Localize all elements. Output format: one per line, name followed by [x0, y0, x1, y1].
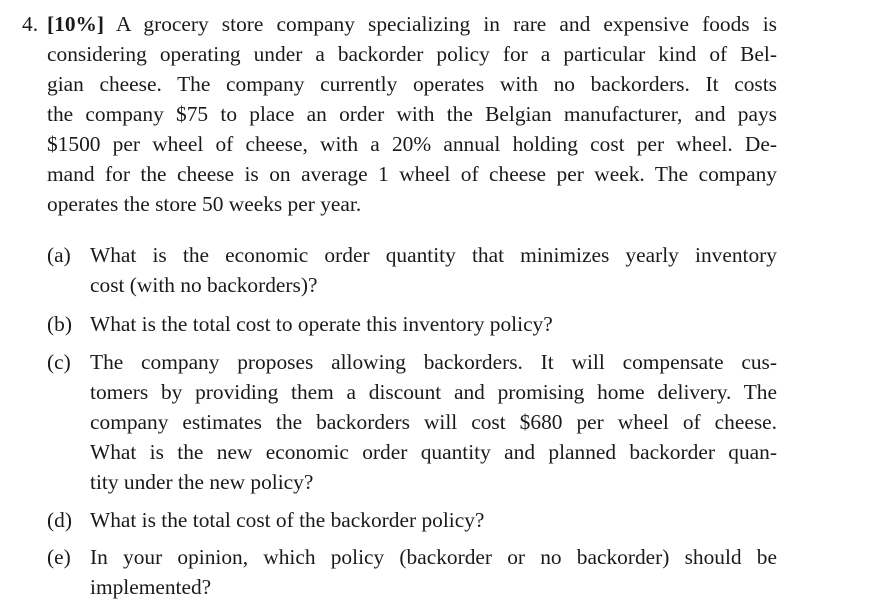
problem-line-3 [47, 69, 777, 99]
problem-line-1 [47, 9, 777, 39]
part-a-line-2: cost (with no backorders)? [90, 273, 318, 297]
part-e-line-1: In your opinion, which policy (backorder or no backorder) should be [90, 545, 777, 569]
part-c-label: (c) [47, 350, 71, 374]
part-a-label: (a) [47, 243, 71, 267]
part-c-line-3: company estimates the backorders will cost $680 per wheel of cheese. [90, 410, 777, 434]
part-e-line-2: implemented? [90, 575, 212, 599]
problem-line-4 [47, 99, 777, 129]
part-e-text [90, 542, 777, 602]
problem-line-2-text: considering operating under a backorder policy for a particular kind of Bel- [47, 42, 777, 66]
part-a-line-1: What is the economic order quantity that minimizes yearly inventory [90, 243, 777, 267]
part-d-line-1: What is the total cost of the backorder policy? [90, 508, 485, 532]
problem-line-4-text: the company $75 to place an order with the Belgian manufacturer, and pays [47, 102, 777, 126]
problem-line-6-text: mand for the cheese is on average 1 wheel of cheese per week. The company [47, 162, 777, 186]
part-c-line-4: What is the new economic order quantity and planned backorder quan- [90, 440, 777, 464]
problem-weight: [10%] [47, 12, 105, 36]
problem-line-1-text: A grocery store company specializing in rare and expensive foods is [115, 12, 777, 36]
problem-line-6 [47, 159, 777, 189]
part-a-text [90, 240, 777, 300]
part-b-line-1: What is the total cost to operate this inventory policy? [90, 312, 553, 336]
problem-line-7 [47, 189, 361, 219]
part-c-line-2: tomers by providing them a discount and promising home delivery. The [90, 380, 777, 404]
problem-line-3-text: gian cheese. The company currently operates with no backorders. It costs [47, 72, 777, 96]
problem-number: 4. [22, 12, 39, 36]
part-b-label: (b) [47, 312, 72, 336]
problem-line-1-content [47, 9, 777, 39]
part-c-text [90, 347, 777, 497]
problem-line-5 [47, 129, 777, 159]
part-e-label: (e) [47, 545, 71, 569]
part-c-line-5: tity under the new policy? [90, 470, 314, 494]
part-d-label: (d) [47, 508, 72, 532]
problem-line-7-text: operates the store 50 weeks per year. [47, 192, 362, 216]
problem-line-2 [47, 39, 777, 69]
part-b-text [90, 309, 553, 339]
part-c-line-1: The company proposes allowing backorders. It will compensate cus- [90, 350, 777, 374]
problem-line-5-text: $1500 per wheel of cheese, with a 20% annual holding cost per wheel. De- [47, 132, 777, 156]
part-d-text [90, 505, 484, 535]
